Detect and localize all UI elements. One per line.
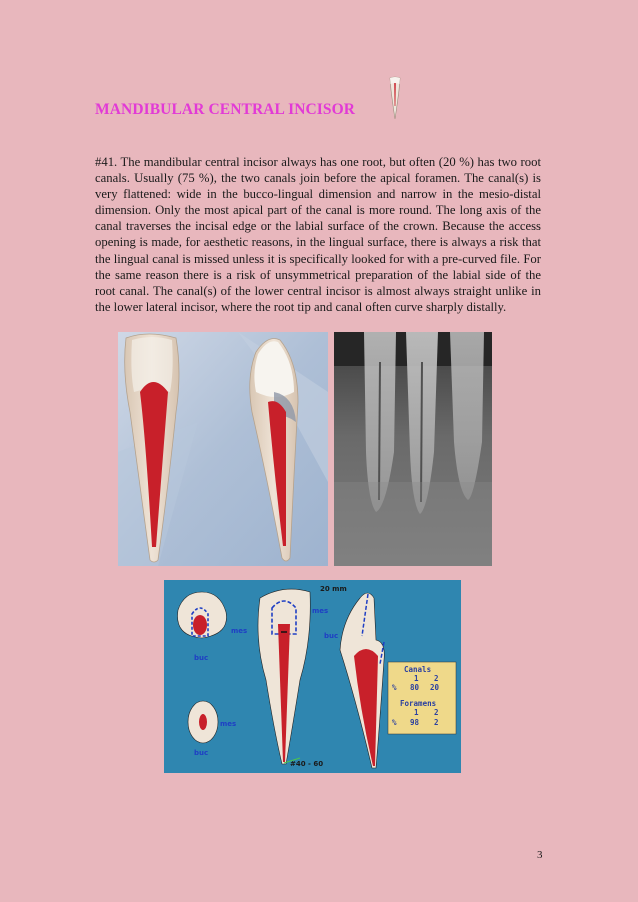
mes-label-1: mes (231, 627, 248, 635)
file-size-label: #40 - 60 (290, 760, 324, 768)
radiograph-image (334, 332, 492, 566)
foramens-value-2: 2 (434, 718, 439, 727)
canals-value-1: 80 (410, 683, 420, 692)
mes-label-3: mes (312, 607, 329, 615)
canals-value-2: 20 (430, 683, 440, 692)
page-title: MANDIBULAR CENTRAL INCISOR (95, 101, 356, 118)
foramens-value-1: 98 (410, 718, 420, 727)
canals-col-1: 1 (414, 674, 419, 683)
canal-section-cervical (193, 615, 207, 635)
page-number: 3 (537, 849, 543, 861)
canal-diagram (164, 580, 461, 773)
tooth-icon (384, 76, 406, 120)
buc-label-2: buc (194, 749, 209, 757)
canal-section-apical (199, 714, 207, 730)
foramens-title: Foramens (400, 699, 437, 708)
length-label: 20 mm (320, 585, 347, 593)
buc-label-1: buc (194, 654, 209, 662)
mes-label-2: mes (220, 720, 237, 728)
foramens-col-2: 2 (434, 708, 439, 717)
buc-label-3: buc (324, 632, 339, 640)
canals-row-label: % (392, 683, 397, 692)
canals-col-2: 2 (434, 674, 439, 683)
tooth-render-figure (118, 332, 328, 566)
foramens-col-1: 1 (414, 708, 419, 717)
body-paragraph: #41. The mandibular central incisor always has one root, but often (20 %) has two root canals. Usually (75 %), the two canals join before the apical foramen. The canal(s) is very flattened: wide in the bucco-lingual dimension and narrow in the mesio-distal dimension. Only the most apical part of the canal is more round. The long axis of the canal traverses the incisal edge or the labial surface of the crown. Because the access opening is made, for aesthetic reasons, in the lingual surface, there is always a risk that the lingual canal is missed unless it is specifically looked for with a pre-curved file. For the same reason there is a risk of unsymmetrical preparation of the labial side of the root canal. The canal(s) of the lower central incisor is almost always straight unlike in the lower lateral incisor, where the root tip and canal often curve sharply distally. (95, 155, 541, 314)
canals-title: Canals (404, 665, 432, 674)
foramens-row-label: % (392, 718, 397, 727)
